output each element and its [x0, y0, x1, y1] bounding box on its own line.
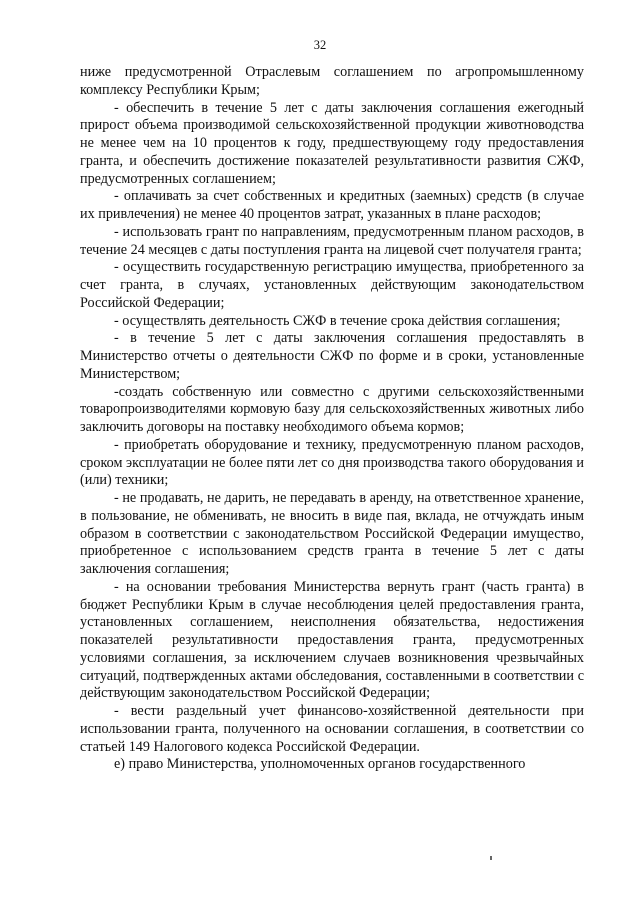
paragraph-grant-return: - на основании требования Министерства вернуть грант (часть гранта) в бюджет Республики Крым в случае несоблюдения целей предоставления гранта, установленных соглашением, неисполнения обязательства, недостижения показателей результативности предоставления гранта, предусмотренных условиями соглашения, за исключением случаев возникновения чрезвычайных ситуаций, подтвержденных актами обследования, составленными в соответствии с действующим законодательством Российской Федерации;: [80, 578, 584, 702]
paragraph-annual-growth: - обеспечить в течение 5 лет с даты заключения соглашения ежегодный прирост объема производимой сельскохозяйственной продукции животноводства не менее чем на 10 процентов к году, предшествующему году предоставления гранта, и обеспечить достижение показателей результативности развития СЖФ, предусмотренных соглашением;: [80, 99, 584, 187]
paragraph-cofinancing: - оплачивать за счет собственных и кредитных (заемных) средств (в случае их привлечения) не менее 40 процентов затрат, указанных в плане расходов;: [80, 188, 584, 222]
paragraph-activity-term: - осуществлять деятельность СЖФ в течение срока действия соглашения;: [114, 312, 561, 329]
scan-speck: [490, 856, 492, 860]
paragraph-no-alienation: - не продавать, не дарить, не передавать в аренду, на ответственное хранение, в пользование, не обменивать, не вносить в виде пая, вклада, не отчуждать иным образом в соответствии с законодательством Российской Федерации имущество, приобретенное с использованием средств гранта в течение 5 лет с даты заключения соглашения;: [80, 490, 584, 577]
paragraph-reporting: - в течение 5 лет с даты заключения соглашения предоставлять в Министерство отчеты о деятельности СЖФ по форме и в сроки, установленные Министерством;: [80, 330, 584, 382]
paragraph-state-registration: - осуществить государственную регистрацию имущества, приобретенного за счет гранта, в случаях, установленных действующим законодательством Российской Федерации;: [80, 259, 584, 311]
paragraph-continuation: ниже предусмотренной Отраслевым соглашением по агропромышленному комплексу Республики Крым;: [80, 64, 584, 98]
page-number: 32: [313, 38, 327, 52]
paragraph-feed-base: -создать собственную или совместно с другими сельскохозяйственными товаропроизводителями кормовую базу для сельскохозяйственных животных либо заключить договоры на поставку необходимого объема кормов;: [80, 383, 584, 435]
document-body: [80, 64, 584, 774]
paragraph-ministry-right: е) право Министерства, уполномоченных органов государственного: [114, 756, 526, 773]
paragraph-separate-accounting: - вести раздельный учет финансово-хозяйственной деятельности при использовании гранта, полученного на основании соглашения, в соответствии со статьей 149 Налогового кодекса Российской Федерации.: [80, 703, 584, 755]
paragraph-use-of-grant: - использовать грант по направлениям, предусмотренным планом расходов, в течение 24 месяцев с даты поступления гранта на лицевой счет получателя гранта;: [80, 223, 584, 258]
paragraph-equipment: - приобретать оборудование и технику, предусмотренную планом расходов, сроком эксплуатации не более пяти лет со дня производства такого оборудования и (или) техники;: [80, 436, 584, 489]
